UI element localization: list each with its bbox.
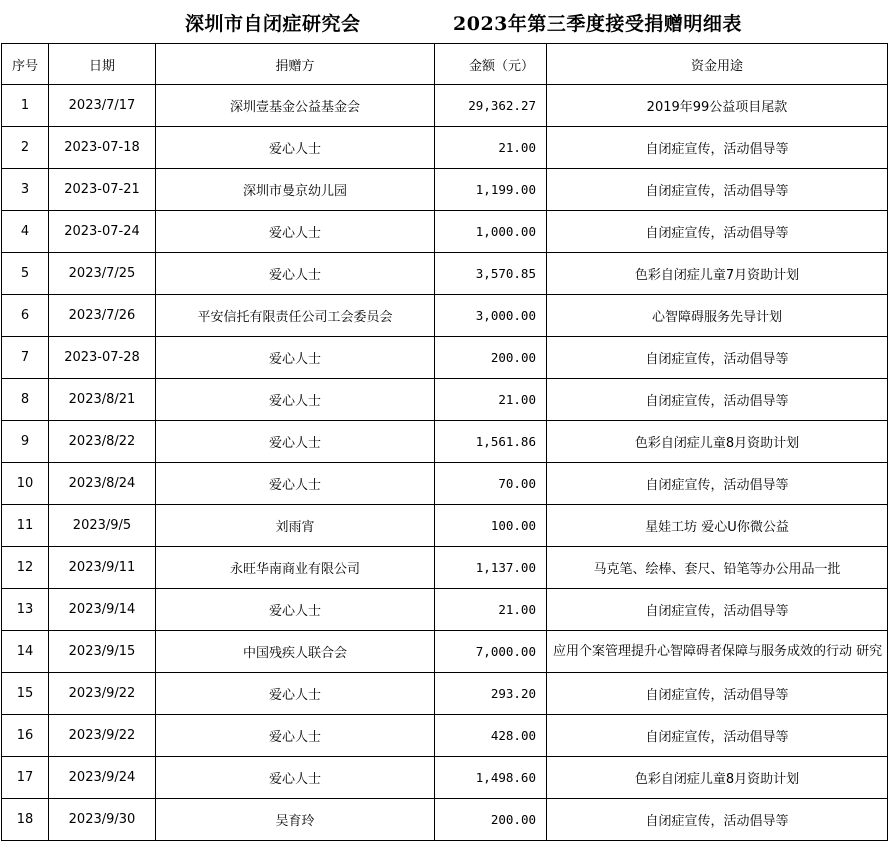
- cell-donor: 爱心人士: [156, 673, 435, 715]
- cell-donor: 永旺华南商业有限公司: [156, 547, 435, 589]
- cell-date: 2023/9/22: [49, 673, 156, 715]
- cell-date: 2023/8/21: [49, 379, 156, 421]
- donation-table: [1, 43, 888, 841]
- header-use: 资金用途: [547, 44, 888, 85]
- cell-use: 自闭症宣传，活动倡导等: [547, 673, 888, 715]
- cell-use: 心智障碍服务先导计划: [547, 295, 888, 337]
- table-row: [2, 421, 888, 463]
- cell-date: 2023-07-21: [49, 169, 156, 211]
- table-row: [2, 127, 888, 169]
- cell-use: 自闭症宣传，活动倡导等: [547, 169, 888, 211]
- table-row: [2, 169, 888, 211]
- cell-amount: 293.20: [435, 673, 547, 715]
- cell-no: 17: [2, 757, 49, 799]
- cell-amount: 100.00: [435, 505, 547, 547]
- cell-donor: 爱心人士: [156, 379, 435, 421]
- cell-use: 应用个案管理提升心智障碍者保障与服务成效的行动 研究: [547, 631, 888, 673]
- cell-no: 18: [2, 799, 49, 841]
- cell-use: 马克笔、绘棒、套尺、铅笔等办公用品一批: [547, 547, 888, 589]
- cell-use: 2019年99公益项目尾款: [547, 85, 888, 127]
- title-row: [0, 0, 888, 43]
- cell-use: 自闭症宣传，活动倡导等: [547, 127, 888, 169]
- cell-donor: 爱心人士: [156, 421, 435, 463]
- cell-date: 2023/7/17: [49, 85, 156, 127]
- cell-use: 自闭症宣传，活动倡导等: [547, 589, 888, 631]
- cell-no: 14: [2, 631, 49, 673]
- period-title: 2023年第三季度接受捐赠明细表: [453, 13, 742, 35]
- table-row: [2, 85, 888, 127]
- table-row: [2, 337, 888, 379]
- cell-date: 2023/8/24: [49, 463, 156, 505]
- cell-donor: 刘雨宵: [156, 505, 435, 547]
- table-row: [2, 589, 888, 631]
- header-no: 序号: [2, 44, 49, 85]
- cell-use: 自闭症宣传，活动倡导等: [547, 463, 888, 505]
- cell-donor: 吴育玲: [156, 799, 435, 841]
- cell-no: 9: [2, 421, 49, 463]
- cell-use: 自闭症宣传，活动倡导等: [547, 715, 888, 757]
- cell-amount: 1,561.86: [435, 421, 547, 463]
- cell-use: 色彩自闭症儿童8月资助计划: [547, 757, 888, 799]
- cell-amount: 3,000.00: [435, 295, 547, 337]
- cell-no: 16: [2, 715, 49, 757]
- cell-no: 11: [2, 505, 49, 547]
- cell-donor: 中国残疾人联合会: [156, 631, 435, 673]
- cell-date: 2023-07-28: [49, 337, 156, 379]
- org-title: 深圳市自闭症研究会: [185, 13, 361, 35]
- table-row: [2, 631, 888, 673]
- cell-donor: 深圳市曼京幼儿园: [156, 169, 435, 211]
- cell-no: 1: [2, 85, 49, 127]
- table-row: [2, 505, 888, 547]
- table-row: [2, 799, 888, 841]
- cell-use: 色彩自闭症儿童7月资助计划: [547, 253, 888, 295]
- table-row: [2, 757, 888, 799]
- cell-donor: 爱心人士: [156, 253, 435, 295]
- cell-use: 星娃工坊 爱心U你微公益: [547, 505, 888, 547]
- cell-amount: 21.00: [435, 379, 547, 421]
- cell-amount: 1,498.60: [435, 757, 547, 799]
- header-donor: 捐赠方: [156, 44, 435, 85]
- header-amount: 金额（元）: [435, 44, 547, 85]
- cell-donor: 爱心人士: [156, 211, 435, 253]
- cell-no: 10: [2, 463, 49, 505]
- cell-donor: 爱心人士: [156, 757, 435, 799]
- cell-date: 2023/7/25: [49, 253, 156, 295]
- cell-date: 2023/9/30: [49, 799, 156, 841]
- cell-amount: 200.00: [435, 799, 547, 841]
- cell-donor: 爱心人士: [156, 589, 435, 631]
- cell-donor: 爱心人士: [156, 463, 435, 505]
- cell-amount: 70.00: [435, 463, 547, 505]
- cell-no: 5: [2, 253, 49, 295]
- cell-no: 6: [2, 295, 49, 337]
- cell-date: 2023/9/11: [49, 547, 156, 589]
- cell-date: 2023/9/5: [49, 505, 156, 547]
- cell-donor: 深圳壹基金公益基金会: [156, 85, 435, 127]
- cell-amount: 1,199.00: [435, 169, 547, 211]
- table-row: [2, 253, 888, 295]
- cell-amount: 3,570.85: [435, 253, 547, 295]
- cell-use: 自闭症宣传，活动倡导等: [547, 379, 888, 421]
- cell-amount: 1,137.00: [435, 547, 547, 589]
- table-row: [2, 211, 888, 253]
- cell-use: 自闭症宣传，活动倡导等: [547, 799, 888, 841]
- cell-donor: 爱心人士: [156, 715, 435, 757]
- cell-no: 7: [2, 337, 49, 379]
- cell-amount: 200.00: [435, 337, 547, 379]
- cell-date: 2023/7/26: [49, 295, 156, 337]
- table-row: [2, 715, 888, 757]
- cell-amount: 7,000.00: [435, 631, 547, 673]
- table-row: [2, 547, 888, 589]
- cell-date: 2023/9/22: [49, 715, 156, 757]
- cell-no: 12: [2, 547, 49, 589]
- cell-date: 2023-07-24: [49, 211, 156, 253]
- table-row: [2, 295, 888, 337]
- cell-no: 3: [2, 169, 49, 211]
- cell-amount: 29,362.27: [435, 85, 547, 127]
- cell-amount: 21.00: [435, 127, 547, 169]
- cell-use: 自闭症宣传，活动倡导等: [547, 337, 888, 379]
- cell-no: 2: [2, 127, 49, 169]
- header-date: 日期: [49, 44, 156, 85]
- cell-use: 色彩自闭症儿童8月资助计划: [547, 421, 888, 463]
- header-row: [2, 44, 888, 85]
- cell-no: 4: [2, 211, 49, 253]
- cell-amount: 21.00: [435, 589, 547, 631]
- table-row: [2, 673, 888, 715]
- cell-date: 2023/9/14: [49, 589, 156, 631]
- cell-date: 2023/9/24: [49, 757, 156, 799]
- cell-donor: 爱心人士: [156, 127, 435, 169]
- cell-donor: 平安信托有限责任公司工会委员会: [156, 295, 435, 337]
- cell-use: 自闭症宣传，活动倡导等: [547, 211, 888, 253]
- cell-no: 8: [2, 379, 49, 421]
- cell-no: 15: [2, 673, 49, 715]
- cell-date: 2023-07-18: [49, 127, 156, 169]
- cell-date: 2023/9/15: [49, 631, 156, 673]
- cell-date: 2023/8/22: [49, 421, 156, 463]
- cell-amount: 428.00: [435, 715, 547, 757]
- cell-amount: 1,000.00: [435, 211, 547, 253]
- table-row: [2, 463, 888, 505]
- cell-donor: 爱心人士: [156, 337, 435, 379]
- table-row: [2, 379, 888, 421]
- cell-no: 13: [2, 589, 49, 631]
